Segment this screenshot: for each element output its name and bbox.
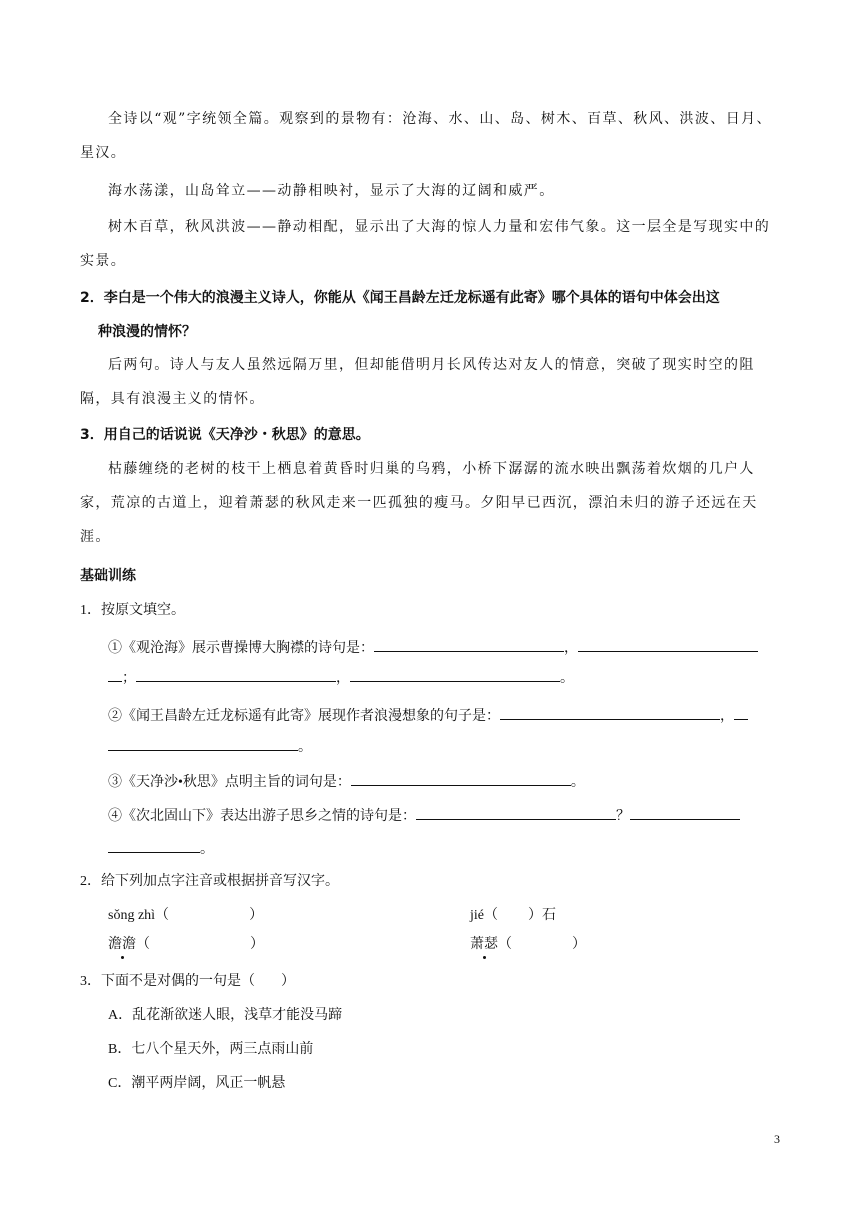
fill-2-prompt: ②《闻王昌龄左迁龙标遥有此寄》展现作者浪漫想象的句子是： xyxy=(108,709,500,724)
dotted-word-item-2 xyxy=(470,935,586,955)
punct: ， xyxy=(336,671,350,686)
punct: ， xyxy=(564,641,578,656)
section-title: 基础训练 xyxy=(80,568,136,584)
fill-line-1-cont xyxy=(108,667,574,689)
answer-1-paragraph-3: 树木百草，秋风洪波——静动相配，显示出了大海的惊人力量和宏伟气象。这一层全是写现实中的实景。 xyxy=(80,219,771,269)
page-number: 3 xyxy=(774,1132,780,1146)
pinyin-label: jié（ xyxy=(470,908,498,923)
answer-2: 后两句。诗人与友人虽然远隔万里，但却能借明月长风传达对友人的情意，突破了现实时空的阻隔，具有浪漫主义的情怀。 xyxy=(80,357,755,407)
punct: （ xyxy=(498,937,512,952)
dotted-word-item-1 xyxy=(108,935,264,955)
fill-4-prompt: ④《次北固山下》表达出游子思乡之情的诗句是： xyxy=(108,809,416,824)
fill-line-3 xyxy=(108,771,585,793)
blank-1a[interactable] xyxy=(374,637,564,652)
fill-1-prompt: ①《观沧海》展示曹操博大胸襟的诗句是： xyxy=(108,641,374,656)
punct: ） xyxy=(281,974,295,989)
option-b[interactable]: B．七八个星天外，两三点雨山前 xyxy=(108,1042,314,1057)
blank-3[interactable] xyxy=(351,771,571,786)
blank-2a[interactable] xyxy=(500,705,720,720)
punct: ？ xyxy=(616,809,630,824)
fill-line-2-cont xyxy=(108,736,312,758)
punct: ） xyxy=(572,937,586,952)
punct: ； xyxy=(122,671,136,686)
fill-line-2 xyxy=(108,705,748,727)
punct: ） xyxy=(249,908,264,923)
blank-4b-cont[interactable] xyxy=(108,838,200,853)
blank-4b[interactable] xyxy=(630,805,740,820)
punct: ） xyxy=(250,937,264,952)
training-question-3 xyxy=(80,972,295,992)
punct: 。 xyxy=(560,671,574,686)
blank-1b[interactable] xyxy=(578,637,758,652)
blank-1c[interactable] xyxy=(136,667,336,682)
question-2-line-1: 2．李白是一个伟大的浪漫主义诗人，你能从《闻王昌龄左迁龙标遥有此寄》哪个具体的语句中体会出这 xyxy=(80,290,720,306)
question-3: 3．用自己的话说说《天净沙・秋思》的意思。 xyxy=(80,427,370,443)
option-a[interactable]: A．乱花渐欲迷人眼，浅草才能没马蹄 xyxy=(108,1008,343,1023)
question-2-line-2: 种浪漫的情怀？ xyxy=(98,324,196,340)
blank-2b-cont[interactable] xyxy=(108,736,298,751)
question-text: 3．下面不是对偶的一句是（ xyxy=(80,974,255,989)
punct: （ xyxy=(136,937,150,952)
blank-1d[interactable] xyxy=(350,667,560,682)
answer-1-paragraph-1: 全诗以“观”字统领全篇。观察到的景物有：沧海、水、山、岛、树木、百草、秋风、洪波、日月、星汉。 xyxy=(80,111,772,161)
blank-4a[interactable] xyxy=(416,805,616,820)
answer-3: 枯藤缠绕的老树的枝干上栖息着黄昏时归巢的乌鸦，小桥下潺潺的流水映出飘荡着炊烟的几户人家，荒凉的古道上，迎着萧瑟的秋风走来一匹孤独的瘦马。夕阳早已西沉，漂泊未归的游子还远在天涯。 xyxy=(80,461,758,545)
answer-1-paragraph-2: 海水荡漾，山岛耸立——动静相映衬，显示了大海的辽阔和威严。 xyxy=(108,183,555,199)
punct: 。 xyxy=(298,740,312,755)
pinyin-label: sǒng zhì（ xyxy=(108,908,170,923)
pinyin-suffix: ）石 xyxy=(528,908,556,923)
training-question-2: 2．给下列加点字注音或根据拼音写汉字。 xyxy=(80,874,339,889)
fill-line-4 xyxy=(108,805,740,827)
training-question-1: 1．按原文填空。 xyxy=(80,603,185,618)
punct: 。 xyxy=(200,842,214,857)
fill-line-1 xyxy=(108,637,758,659)
blank-2b[interactable] xyxy=(734,705,748,720)
blank-1b-cont[interactable] xyxy=(108,667,122,682)
pinyin-item-1 xyxy=(108,906,263,926)
dotted-word: 澹澹 xyxy=(108,935,136,955)
fill-3-prompt: ③《天净沙•秋思》点明主旨的词句是： xyxy=(108,775,351,790)
fill-line-4-cont xyxy=(108,838,214,860)
punct: ， xyxy=(720,709,734,724)
dotted-word: 萧瑟 xyxy=(470,935,498,955)
pinyin-item-2 xyxy=(470,906,556,926)
option-c[interactable]: C．潮平两岸阔，风正一帆悬 xyxy=(108,1076,286,1091)
punct: 。 xyxy=(570,775,585,790)
